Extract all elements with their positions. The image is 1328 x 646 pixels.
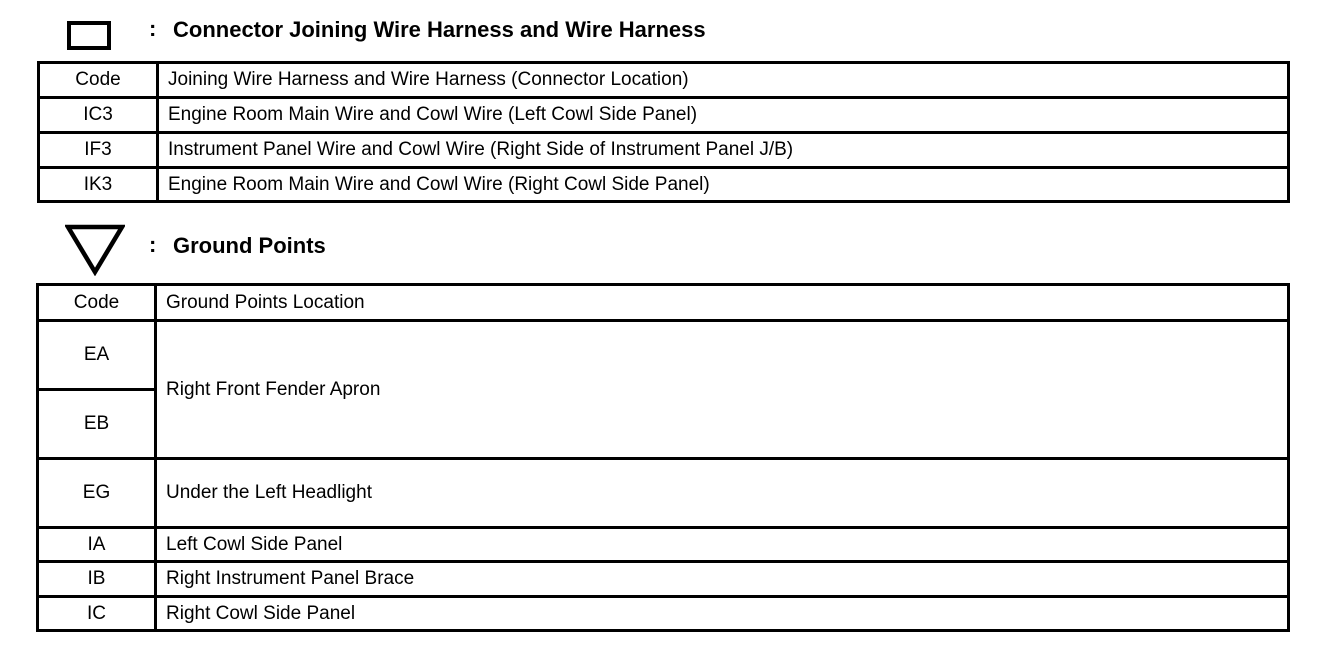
code-cell: IC <box>38 597 156 631</box>
connector-section-title: Connector Joining Wire Harness and Wire Harness <box>173 17 706 42</box>
code-cell: IB <box>38 562 156 597</box>
triangle-down-outline-icon <box>65 224 125 276</box>
location-cell: Right Instrument Panel Brace <box>156 562 1289 597</box>
table-row <box>38 321 1289 390</box>
table-header-row <box>38 285 1289 321</box>
ground-section-separator: : <box>149 232 157 257</box>
square-outline-icon <box>67 21 111 50</box>
code-cell: IA <box>38 528 156 562</box>
code-cell: IF3 <box>39 133 158 168</box>
location-cell: Right Cowl Side Panel <box>156 597 1289 631</box>
location-cell: Instrument Panel Wire and Cowl Wire (Right Side of Instrument Panel J/B) <box>158 133 1289 168</box>
ground-section-title: Ground Points <box>173 233 326 258</box>
code-cell: IC3 <box>39 98 158 133</box>
location-cell: Right Front Fender Apron <box>156 321 1289 459</box>
table-row <box>38 597 1289 631</box>
table-row <box>39 98 1289 133</box>
location-header: Ground Points Location <box>156 285 1289 321</box>
table-header-row <box>39 63 1289 98</box>
code-cell: IK3 <box>39 168 158 202</box>
code-cell: EB <box>38 390 156 459</box>
code-cell: EG <box>38 459 156 528</box>
table-row <box>39 133 1289 168</box>
location-header: Joining Wire Harness and Wire Harness (Connector Location) <box>158 63 1289 98</box>
connector-section-separator: : <box>149 16 157 41</box>
code-header: Code <box>38 285 156 321</box>
code-cell: EA <box>38 321 156 390</box>
table-row <box>38 562 1289 597</box>
connector-table <box>37 61 1290 203</box>
code-header: Code <box>39 63 158 98</box>
location-cell: Engine Room Main Wire and Cowl Wire (Left Cowl Side Panel) <box>158 98 1289 133</box>
table-row <box>39 168 1289 202</box>
location-cell: Left Cowl Side Panel <box>156 528 1289 562</box>
ground-points-table <box>36 283 1290 632</box>
table-row <box>38 459 1289 528</box>
location-cell: Engine Room Main Wire and Cowl Wire (Right Cowl Side Panel) <box>158 168 1289 202</box>
location-cell: Under the Left Headlight <box>156 459 1289 528</box>
table-row <box>38 528 1289 562</box>
